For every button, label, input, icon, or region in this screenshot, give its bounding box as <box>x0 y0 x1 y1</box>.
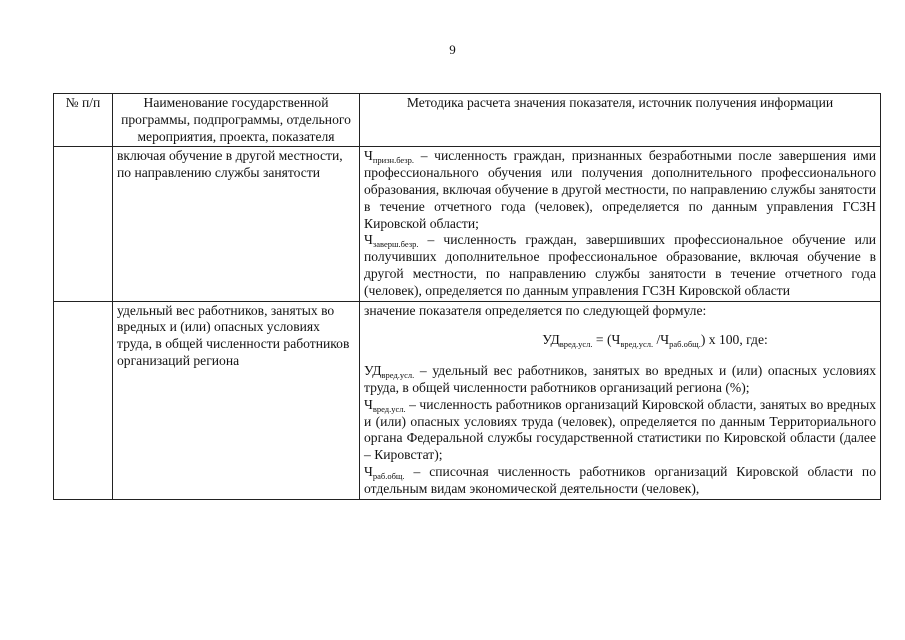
definition-ch-rab: $Ч_{раб.общ.}$ – списочная численность работников организаций Кировской области по отдельным видам экономической деятельности (человек), <box>364 463 876 496</box>
header-method: Методика расчета значения показателя, источник получения информации <box>360 94 881 147</box>
header-number: № п/п <box>54 94 113 147</box>
indicator-table <box>53 93 881 500</box>
table-row <box>54 147 881 301</box>
definition-ch-vred: $Ч_{вред.усл.}$ – численность работников организаций Кировской области, занятых во вредных и (или) опасных условиях труда (человек), определяется по данным Территориального органа Федеральной службы государственной статистики по Кировской области (далее – Кировстат); <box>364 396 876 463</box>
row1-method <box>360 147 881 301</box>
row1-paragraph-2: $Ч_{заверш.безр.}$ – численность граждан, завершивших профессиональное обучение или получивших дополнительное профессиональное образование, включая обучение в другой местности, по направлению службы занятости в течение отчетного года (человек), определяется по данным управления ГСЗН Кировской области <box>364 232 876 298</box>
row2-method <box>360 301 881 499</box>
row1-number-cell <box>54 147 113 301</box>
row2-name: удельный вес работников, занятых во вредных и (или) опасных условиях труда, в общей численности работников организаций региона <box>113 301 360 499</box>
definition-ud: $УД_{вред.усл.}$ – удельный вес работников, занятых во вредных и (или) опасных условиях труда, в общей численности работников организаций региона (%); <box>364 363 876 395</box>
row2-number-cell <box>54 301 113 499</box>
header-name: Наименование государственной программы, подпрограммы, отдельного мероприятия, проекта, показателя <box>113 94 360 147</box>
table-header-row <box>54 94 881 147</box>
table-row <box>54 301 881 499</box>
row2-intro: значение показателя определяется по следующей формуле: <box>364 302 707 318</box>
page-number: 9 <box>449 42 456 57</box>
formula: $УД_{вред.усл.} = (Ч_{вред.усл.}$ $/Ч_{раб.общ.}$) х 100, где: <box>542 332 768 350</box>
row1-name: включая обучение в другой местности, по направлению службы занятости <box>113 147 360 301</box>
row1-paragraph-1: $Ч_{призн.безр.}$ – численность граждан, признанных безработными после завершения ими профессионального обучения или получения дополнительного профессионального образования, включая обучение в другой местности, по направлению службы занятости в течение отчетного года (человек), определяется по данным управления ГСЗН Кировской области; <box>364 148 876 231</box>
